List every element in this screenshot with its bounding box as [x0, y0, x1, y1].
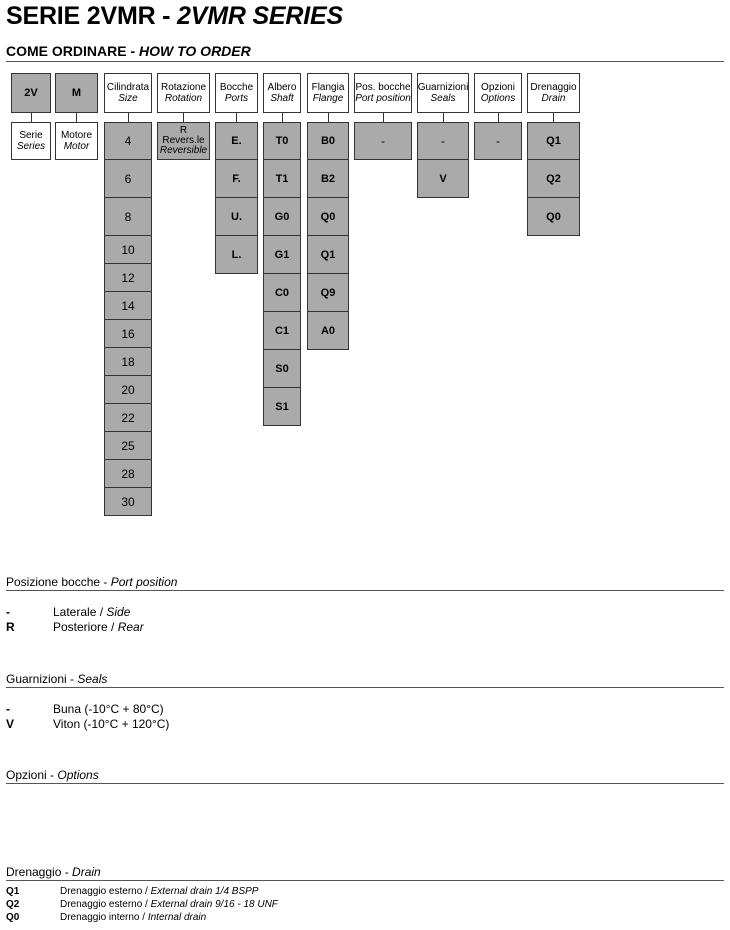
- option-bocche: E.: [215, 122, 258, 160]
- title-it: SERIE 2VMR -: [6, 2, 178, 30]
- section-options-title: [6, 768, 99, 782]
- header-it: Cilindrata: [106, 82, 150, 93]
- option-line: R: [179, 125, 188, 136]
- section-drain-title: [6, 865, 101, 879]
- page-title: [6, 2, 343, 31]
- header-en: Shaft: [270, 93, 294, 104]
- divider: [6, 61, 724, 62]
- option-bocche: F.: [215, 160, 258, 198]
- drain-code: Q2: [6, 899, 20, 910]
- option-cilindrata: 30: [104, 488, 152, 516]
- title-en: 2VMR SERIES: [177, 2, 343, 30]
- section-it: Guarnizioni -: [6, 672, 78, 686]
- option-guarnizioni: -: [417, 122, 469, 160]
- option-drenaggio: Q2: [527, 160, 580, 198]
- connector-line: [236, 113, 237, 122]
- seal-desc: Viton (-10°C + 120°C): [53, 717, 170, 731]
- header-en: Drain: [541, 93, 566, 104]
- header-it: Rotazione: [160, 82, 207, 93]
- header-en: Rotation: [164, 93, 203, 104]
- option-flangia: B2: [307, 160, 349, 198]
- drain-desc: [60, 899, 278, 910]
- column-opzioni: [474, 73, 522, 160]
- column-drenaggio: [527, 73, 580, 236]
- header-it: Flangia: [311, 82, 345, 93]
- option-flangia: B0: [307, 122, 349, 160]
- column-header-posbocche: [354, 73, 412, 113]
- desc-en: Side: [106, 605, 131, 619]
- section-it: Posizione bocche -: [6, 575, 111, 589]
- desc-en: Rear: [117, 620, 144, 634]
- drain-code: Q1: [6, 886, 20, 897]
- seal-code: -: [6, 702, 10, 716]
- column-albero: [263, 73, 301, 426]
- connector-line: [443, 113, 444, 122]
- option-cilindrata: 8: [104, 198, 152, 236]
- header-en: Port position: [355, 93, 411, 104]
- section-it: Drenaggio -: [6, 865, 73, 879]
- desc-en: External drain 9/16 - 18 UNF: [150, 899, 278, 910]
- drain-desc: [60, 886, 258, 897]
- option-line: Motore: [60, 130, 93, 141]
- section-en: Drain: [72, 865, 101, 879]
- desc-it: Drenaggio esterno /: [60, 886, 151, 897]
- port-code: R: [6, 620, 15, 634]
- option-albero: G0: [263, 198, 301, 236]
- option-cilindrata: 25: [104, 432, 152, 460]
- port-desc: [53, 605, 130, 619]
- option-line: Motor: [63, 141, 90, 152]
- option-albero: T0: [263, 122, 301, 160]
- desc-it: Laterale /: [53, 605, 107, 619]
- column-header-rotazione: [157, 73, 210, 113]
- section-en: Seals: [77, 672, 108, 686]
- column-header-flangia: [307, 73, 349, 113]
- option-serie: [11, 122, 51, 160]
- option-albero: C1: [263, 312, 301, 350]
- header-en: Seals: [430, 93, 456, 104]
- header-en: Size: [118, 93, 138, 104]
- header-en: Ports: [224, 93, 249, 104]
- column-header-cilindrata: [104, 73, 152, 113]
- connector-line: [183, 113, 184, 122]
- header-it: Drenaggio: [530, 82, 577, 93]
- subtitle-it: COME ORDINARE -: [6, 43, 139, 59]
- option-bocche: U.: [215, 198, 258, 236]
- option-cilindrata: 18: [104, 348, 152, 376]
- port-desc: [53, 620, 144, 634]
- header-en: Options: [480, 93, 516, 104]
- option-cilindrata: 12: [104, 264, 152, 292]
- column-posbocche: [354, 73, 412, 160]
- option-motore: [55, 122, 98, 160]
- divider: [6, 783, 724, 784]
- option-guarnizioni: V: [417, 160, 469, 198]
- column-cilindrata: [104, 73, 152, 516]
- desc-it: Drenaggio esterno /: [60, 899, 151, 910]
- column-guarnizioni: [417, 73, 469, 198]
- desc-it: Drenaggio interno /: [60, 912, 148, 923]
- column-header-motore: M: [55, 73, 98, 113]
- column-flangia: [307, 73, 349, 350]
- header-it: Albero: [267, 82, 297, 93]
- header-it: Opzioni: [481, 82, 515, 93]
- option-opzioni: -: [474, 122, 522, 160]
- column-header-serie: 2V: [11, 73, 51, 113]
- column-header-guarnizioni: [417, 73, 469, 113]
- port-code: -: [6, 605, 10, 619]
- section-port-position-title: [6, 575, 177, 589]
- connector-line: [128, 113, 129, 122]
- drain-desc: [60, 912, 206, 923]
- option-cilindrata: 16: [104, 320, 152, 348]
- column-serie: [11, 73, 51, 160]
- connector-line: [76, 113, 77, 122]
- column-header-albero: [263, 73, 301, 113]
- section-en: Port position: [110, 575, 178, 589]
- header-it: Guarnizioni: [417, 82, 469, 93]
- divider: [6, 590, 724, 591]
- column-header-bocche: [215, 73, 258, 113]
- section-en: Options: [57, 768, 99, 782]
- column-bocche: [215, 73, 258, 274]
- option-line: Reversible: [159, 145, 208, 156]
- option-albero: T1: [263, 160, 301, 198]
- option-albero: C0: [263, 274, 301, 312]
- option-flangia: Q1: [307, 236, 349, 274]
- section-it: Opzioni -: [6, 768, 58, 782]
- connector-line: [282, 113, 283, 122]
- option-rotazione: [157, 122, 210, 160]
- option-flangia: A0: [307, 312, 349, 350]
- option-line: Serie: [19, 130, 43, 141]
- option-line: Series: [16, 141, 46, 152]
- connector-line: [383, 113, 384, 122]
- option-albero: G1: [263, 236, 301, 274]
- option-posbocche: -: [354, 122, 412, 160]
- header-en: Flange: [312, 93, 344, 104]
- connector-line: [328, 113, 329, 122]
- seal-desc: Buna (-10°C + 80°C): [53, 702, 164, 716]
- option-drenaggio: Q1: [527, 122, 580, 160]
- option-cilindrata: 6: [104, 160, 152, 198]
- option-cilindrata: 4: [104, 122, 152, 160]
- option-drenaggio: Q0: [527, 198, 580, 236]
- connector-line: [498, 113, 499, 122]
- header-it: Pos. bocche: [355, 82, 411, 93]
- option-cilindrata: 14: [104, 292, 152, 320]
- subtitle-en: HOW TO ORDER: [139, 43, 251, 59]
- column-motore: [55, 73, 98, 160]
- drain-code: Q0: [6, 912, 20, 923]
- option-albero: S0: [263, 350, 301, 388]
- option-flangia: Q0: [307, 198, 349, 236]
- header-it: Bocche: [219, 82, 254, 93]
- column-header-opzioni: [474, 73, 522, 113]
- section-seals-title: [6, 672, 107, 686]
- desc-en: Internal drain: [147, 912, 207, 923]
- option-albero: S1: [263, 388, 301, 426]
- section-title-how-to-order: [6, 43, 251, 59]
- option-flangia: Q9: [307, 274, 349, 312]
- column-rotazione: [157, 73, 210, 160]
- option-cilindrata: 22: [104, 404, 152, 432]
- divider: [6, 687, 724, 688]
- option-line: Revers.le: [162, 135, 205, 146]
- desc-en: External drain 1/4 BSPP: [150, 886, 259, 897]
- connector-line: [31, 113, 32, 122]
- option-cilindrata: 10: [104, 236, 152, 264]
- column-header-drenaggio: [527, 73, 580, 113]
- desc-it: Posteriore /: [53, 620, 118, 634]
- connector-line: [553, 113, 554, 122]
- option-bocche: L.: [215, 236, 258, 274]
- seal-code: V: [6, 717, 15, 731]
- divider: [6, 880, 724, 881]
- option-cilindrata: 28: [104, 460, 152, 488]
- option-cilindrata: 20: [104, 376, 152, 404]
